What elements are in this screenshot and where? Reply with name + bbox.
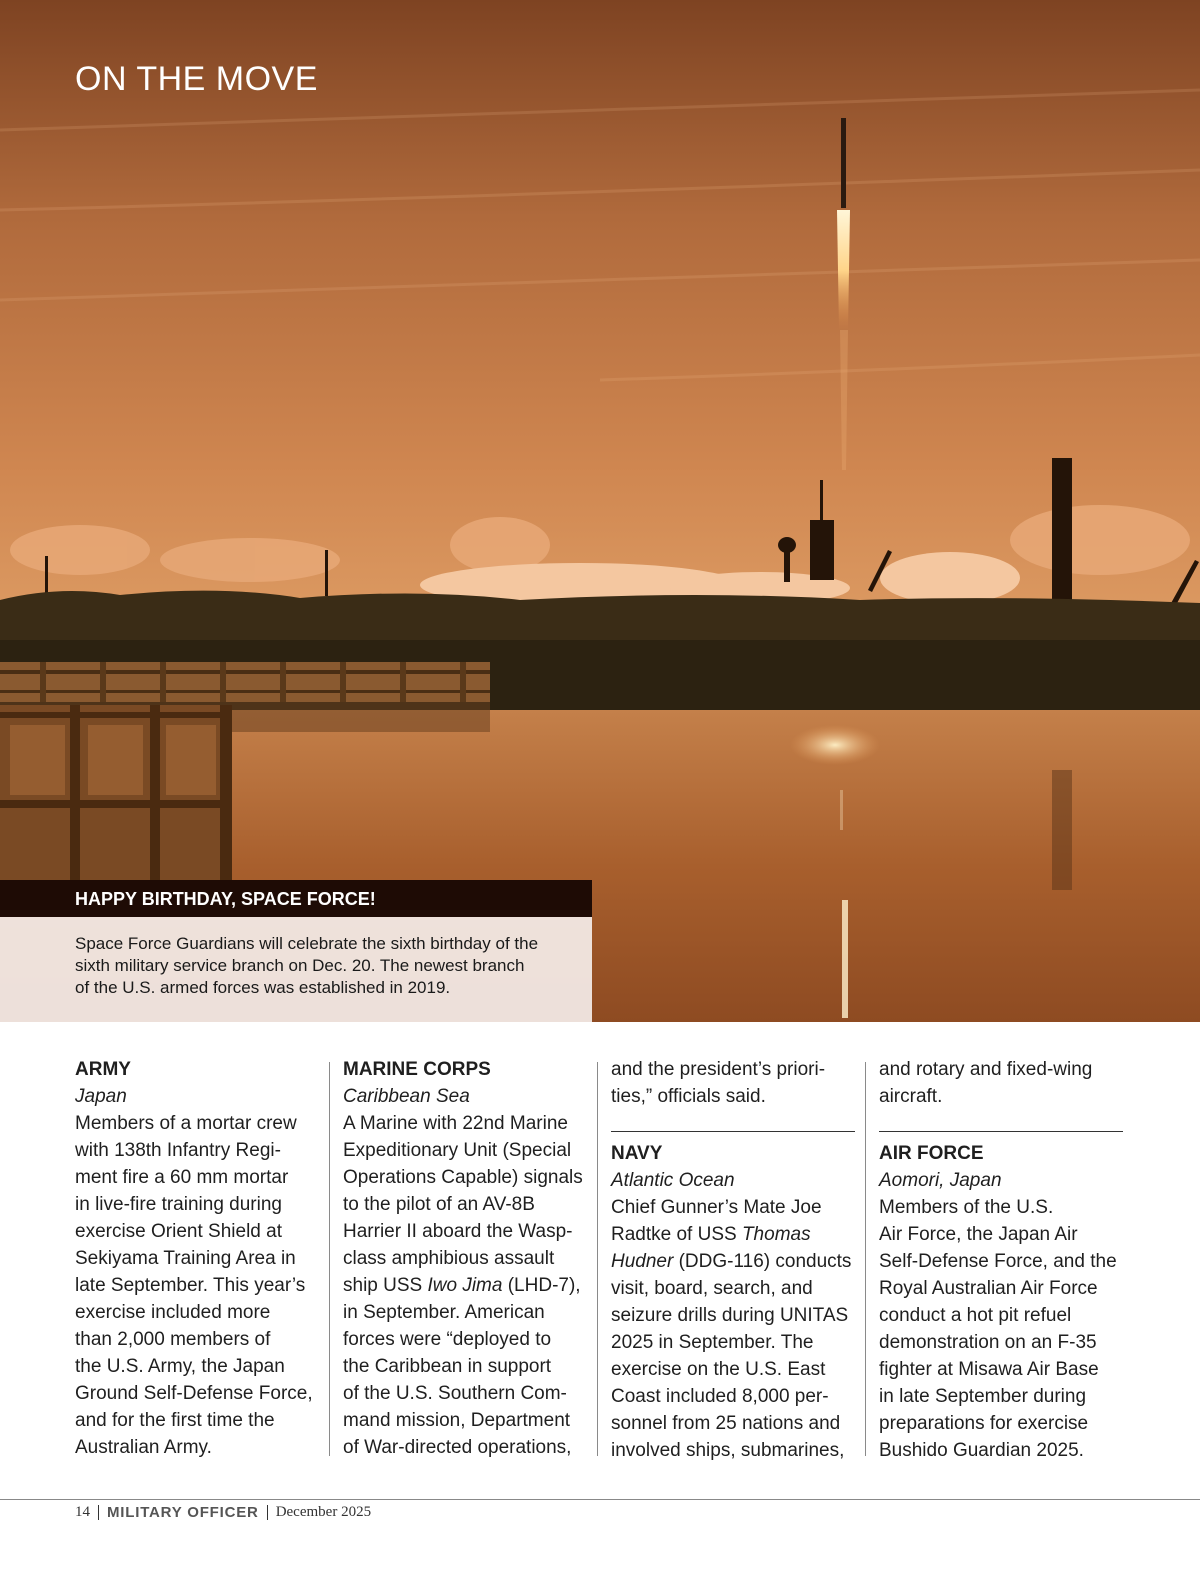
- ship-name: Iwo Jima: [427, 1275, 503, 1296]
- body-line: late September. This year’s: [75, 1275, 306, 1296]
- article-divider: [611, 1131, 855, 1132]
- text-run: (LHD-7),: [502, 1275, 581, 1296]
- body-line: to the pilot of an AV-8B: [343, 1194, 535, 1215]
- body-line: and the president’s priori-: [611, 1059, 826, 1080]
- caption-heading: HAPPY BIRTHDAY, SPACE FORCE!: [0, 880, 592, 917]
- body-line: in live-fire training during: [75, 1194, 282, 1215]
- body-line: 2025 in September. The: [611, 1332, 814, 1353]
- column-divider: [329, 1062, 330, 1456]
- body-line: [343, 1272, 587, 1299]
- section-title: ON THE MOVE: [75, 60, 318, 98]
- body-line: Members of a mortar crew: [75, 1113, 297, 1134]
- footer-rule: [0, 1499, 1200, 1500]
- footer-separator: [98, 1505, 99, 1520]
- body-line: conduct a hot pit refuel: [879, 1305, 1072, 1326]
- caption-line: of the U.S. armed forces was established in 2019.: [75, 978, 451, 997]
- body-line: Coast included 8,000 per-: [611, 1386, 829, 1407]
- body-line: exercise on the U.S. East: [611, 1359, 826, 1380]
- body-line: class amphibious assault: [343, 1248, 555, 1269]
- body-line: sonnel from 25 nations and: [611, 1413, 841, 1434]
- branch-heading: MARINE CORPS: [343, 1059, 491, 1080]
- branch-heading: NAVY: [611, 1143, 663, 1164]
- magazine-name: MILITARY OFFICER: [107, 1504, 259, 1521]
- location: Japan: [75, 1086, 127, 1107]
- article-navy-column: [611, 1056, 855, 1464]
- body-line: visit, board, search, and: [611, 1278, 813, 1299]
- body-line: with 138th Infantry Regi-: [75, 1140, 281, 1161]
- body-line: exercise Orient Shield at: [75, 1221, 282, 1242]
- body-line: demonstration on an F-35: [879, 1332, 1097, 1353]
- text-run: ship USS: [343, 1275, 428, 1296]
- body-line: Bushido Guardian 2025.: [879, 1440, 1084, 1461]
- body-line: Harrier II aboard the Wasp-: [343, 1221, 573, 1242]
- location: Aomori, Japan: [879, 1170, 1002, 1191]
- body-line: in late September during: [879, 1386, 1087, 1407]
- body-line: Expeditionary Unit (Special: [343, 1140, 572, 1161]
- location: Atlantic Ocean: [611, 1170, 735, 1191]
- body-line: Ground Self-Defense Force,: [75, 1383, 313, 1404]
- body-line: the Caribbean in support: [343, 1356, 552, 1377]
- article-marine-corps: [343, 1056, 587, 1461]
- body-line: Chief Gunner’s Mate Joe: [611, 1197, 822, 1218]
- text-run: Radtke of USS: [611, 1224, 742, 1245]
- body-line: Air Force, the Japan Air: [879, 1224, 1078, 1245]
- body-line: seizure drills during UNITAS: [611, 1305, 849, 1326]
- page-footer: [75, 1504, 371, 1521]
- body-line: the U.S. Army, the Japan: [75, 1356, 285, 1377]
- ship-name: Hudner: [611, 1251, 674, 1272]
- body-line: than 2,000 members of: [75, 1329, 271, 1350]
- body-line: and for the first time the: [75, 1410, 275, 1431]
- location: Caribbean Sea: [343, 1086, 470, 1107]
- branch-heading: ARMY: [75, 1059, 131, 1080]
- footer-separator: [267, 1505, 268, 1520]
- body-line: fighter at Misawa Air Base: [879, 1359, 1099, 1380]
- body-line: aircraft.: [879, 1086, 943, 1107]
- body-line: and rotary and fixed-wing: [879, 1059, 1093, 1080]
- body-line: forces were “deployed to: [343, 1329, 552, 1350]
- ship-name: Thomas: [741, 1224, 811, 1245]
- body-line: of War-directed operations,: [343, 1437, 572, 1458]
- article-army: [75, 1056, 319, 1461]
- body-line: Self-Defense Force, and the: [879, 1251, 1117, 1272]
- column-divider: [597, 1062, 598, 1456]
- body-line: Operations Capable) signals: [343, 1167, 583, 1188]
- article-divider: [879, 1131, 1123, 1132]
- article-air-force-column: [879, 1056, 1123, 1464]
- body-line: Members of the U.S.: [879, 1197, 1054, 1218]
- body-line: mand mission, Department: [343, 1410, 571, 1431]
- body-line: [611, 1221, 855, 1248]
- body-line: Australian Army.: [75, 1437, 212, 1458]
- body-line: ment fire a 60 mm mortar: [75, 1167, 289, 1188]
- body-line: in September. American: [343, 1302, 545, 1323]
- caption-line: Space Force Guardians will celebrate the sixth birthday of the: [75, 934, 539, 953]
- caption-body: [0, 917, 592, 1022]
- body-line: exercise included more: [75, 1302, 271, 1323]
- body-line: A Marine with 22nd Marine: [343, 1113, 568, 1134]
- page-number: 14: [75, 1504, 90, 1520]
- text-run: (DDG-116) conducts: [673, 1251, 852, 1272]
- body-line: ties,” officials said.: [611, 1086, 766, 1107]
- body-line: preparations for exercise: [879, 1413, 1089, 1434]
- caption-line: sixth military service branch on Dec. 20. The newest branch: [75, 956, 525, 975]
- body-line: of the U.S. Southern Com-: [343, 1383, 567, 1404]
- body-line: Sekiyama Training Area in: [75, 1248, 296, 1269]
- column-divider: [865, 1062, 866, 1456]
- issue-date: December 2025: [275, 1504, 372, 1520]
- body-line: [611, 1248, 855, 1275]
- branch-heading: AIR FORCE: [879, 1143, 984, 1164]
- body-line: involved ships, submarines,: [611, 1440, 845, 1461]
- body-line: Royal Australian Air Force: [879, 1278, 1098, 1299]
